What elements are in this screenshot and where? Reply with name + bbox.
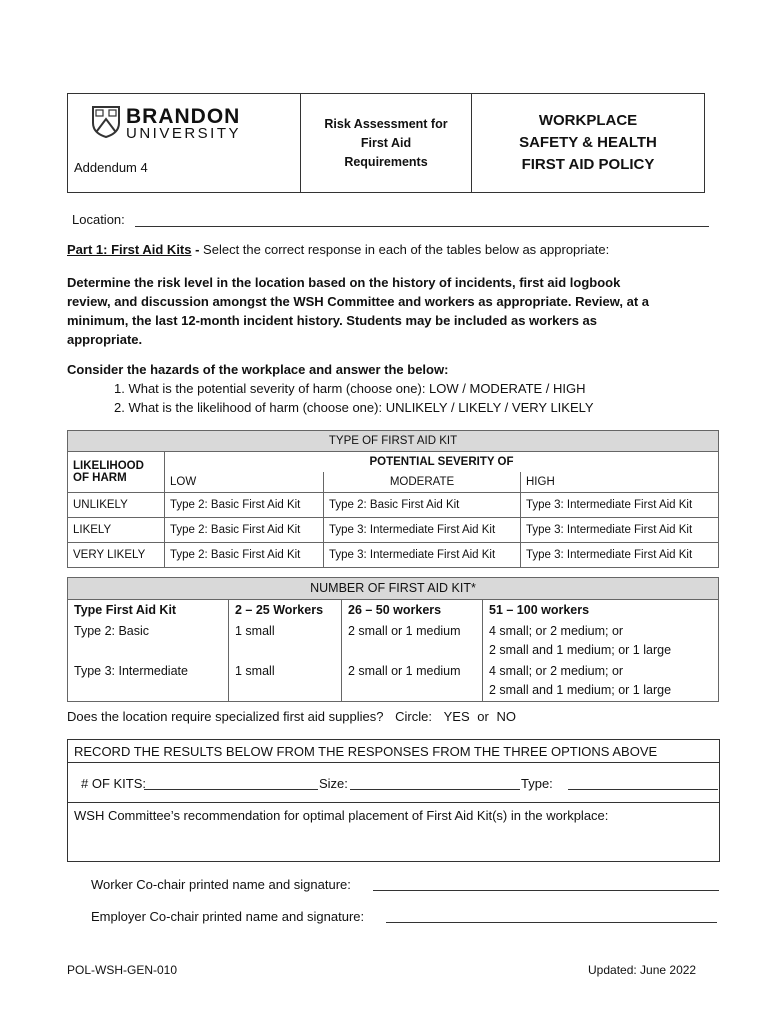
kits-field[interactable] [144, 789, 318, 790]
severity-header: POTENTIAL SEVERITY OF [165, 452, 719, 473]
specialized-supplies-line [67, 707, 516, 726]
likelihood-cell: VERY LIKELY [68, 543, 165, 568]
likelihood-header-line2: OF HARM [73, 472, 127, 484]
or-text: or [477, 709, 489, 724]
table2-title: NUMBER OF FIRST AID KIT* [68, 578, 719, 600]
moderate-cell: Type 3: Intermediate First Aid Kit [324, 543, 521, 568]
kit-count-table [67, 577, 719, 702]
table-row [68, 661, 719, 702]
high-cell: Type 3: Intermediate First Aid Kit [521, 543, 719, 568]
col-2-25-header: 2 – 25 Workers [229, 600, 342, 622]
middle-title-line3: Requirements [344, 154, 428, 169]
moderate-cell: Type 3: Intermediate First Aid Kit [324, 518, 521, 543]
low-cell: Type 2: Basic First Aid Kit [165, 518, 324, 543]
addendum-label: Addendum 4 [74, 160, 148, 175]
count-51-100-line1: 4 small; or 2 medium; or [489, 664, 624, 678]
count-51-100-cell [483, 621, 719, 661]
likelihood-cell: LIKELY [68, 518, 165, 543]
worker-signature-label: Worker Co-chair printed name and signature: [91, 877, 351, 892]
moderate-cell: Type 2: Basic First Aid Kit [324, 493, 521, 518]
col-51-100-header: 51 – 100 workers [489, 603, 590, 617]
part1-line [67, 240, 609, 259]
record-fields-row [68, 762, 719, 803]
table1-title: TYPE OF FIRST AID KIT [68, 431, 719, 452]
col-kit-type-header: Type First Aid Kit [68, 600, 229, 622]
low-cell: Type 2: Basic First Aid Kit [165, 493, 324, 518]
university-crest-icon [91, 105, 121, 144]
hazards-heading: Consider the hazards of the workplace and answer the below: [67, 362, 449, 377]
placement-field[interactable] [74, 828, 712, 856]
col-moderate-header: MODERATE [324, 472, 521, 493]
kit-type-table [67, 430, 719, 568]
kit-type-cell: Type 3: Intermediate [68, 661, 229, 702]
worker-signature-field[interactable] [373, 890, 719, 891]
logo-cell [68, 94, 301, 192]
middle-title-line2: First Aid [360, 135, 412, 150]
part1-heading: Part 1: First Aid Kits [67, 242, 192, 257]
instruction-line: minimum, the last 12-month incident history. Students may be included as workers as [67, 313, 597, 328]
record-title: RECORD THE RESULTS BELOW FROM THE RESPONSES FROM THE THREE OPTIONS ABOVE [74, 744, 658, 759]
col-26-50-header: 26 – 50 workers [342, 600, 483, 622]
location-label: Location: [72, 212, 125, 227]
size-label: Size: [319, 776, 348, 791]
instruction-line: Determine the risk level in the location based on the history of incidents, first aid logbook [67, 275, 621, 290]
question-severity: 1. What is the potential severity of harm (choose one): LOW / MODERATE / HIGH [114, 381, 586, 396]
count-51-100-line2: 2 small and 1 medium; or 1 large [489, 643, 672, 657]
size-field[interactable] [350, 789, 520, 790]
right-title-line2: SAFETY & HEALTH [519, 134, 657, 151]
low-cell: Type 2: Basic First Aid Kit [165, 543, 324, 568]
placement-label: WSH Committee’s recommendation for optimal placement of First Aid Kit(s) in the workplace: [74, 808, 609, 823]
right-title-line3: FIRST AID POLICY [521, 156, 655, 173]
instruction-line: review, and discussion amongst the WSH Committee and workers as appropriate. Review, at a [67, 294, 650, 309]
circle-label: Circle: [395, 709, 432, 724]
count-2-25-cell: 1 small [229, 621, 342, 661]
risk-instructions [67, 273, 727, 349]
likelihood-cell: UNLIKELY [68, 493, 165, 518]
count-51-100-line1: 4 small; or 2 medium; or [489, 624, 624, 638]
table-row [68, 543, 719, 568]
header-middle-title [301, 94, 472, 192]
logo-brandon: BRANDON [126, 105, 241, 128]
kit-type-cell: Type 2: Basic [68, 621, 229, 661]
yes-option[interactable]: YES [443, 709, 470, 724]
likelihood-header [68, 452, 165, 493]
table-row [68, 621, 719, 661]
count-51-100-cell [483, 661, 719, 702]
policy-code: POL-WSH-GEN-010 [67, 963, 178, 977]
col-low-header: LOW [165, 472, 324, 493]
no-option[interactable]: NO [496, 709, 516, 724]
count-26-50-cell: 2 small or 1 medium [342, 621, 483, 661]
likelihood-header-line1: LIKELIHOOD [73, 460, 144, 472]
record-results-box [67, 739, 720, 862]
high-cell: Type 3: Intermediate First Aid Kit [521, 518, 719, 543]
type-field[interactable] [568, 789, 718, 790]
count-51-100-line2: 2 small and 1 medium; or 1 large [489, 683, 672, 697]
kits-label: # OF KITS: [81, 776, 147, 791]
right-title-line1: WORKPLACE [538, 112, 638, 129]
count-26-50-cell: 2 small or 1 medium [342, 661, 483, 702]
updated-date: Updated: June 2022 [588, 963, 697, 977]
type-label: Type: [521, 776, 553, 791]
part1-text: Select the correct response in each of the tables below as appropriate: [203, 242, 610, 257]
count-2-25-cell: 1 small [229, 661, 342, 702]
table-row [68, 518, 719, 543]
document-header [67, 93, 705, 193]
logo-university: UNIVERSITY [126, 125, 242, 142]
col-high-header: HIGH [521, 472, 719, 493]
header-right-title [472, 94, 704, 192]
table-row [68, 493, 719, 518]
location-field[interactable] [135, 226, 709, 227]
part1-dash: - [191, 242, 204, 257]
question-likelihood: 2. What is the likelihood of harm (choose one): UNLIKELY / LIKELY / VERY LIKELY [114, 400, 594, 415]
employer-signature-label: Employer Co-chair printed name and signature: [91, 909, 365, 924]
record-title-row [68, 740, 719, 763]
high-cell: Type 3: Intermediate First Aid Kit [521, 493, 719, 518]
specialized-question: Does the location require specialized first aid supplies? [67, 709, 384, 724]
employer-signature-field[interactable] [386, 922, 717, 923]
middle-title-line1: Risk Assessment for [324, 116, 448, 131]
instruction-line: appropriate. [67, 332, 143, 347]
